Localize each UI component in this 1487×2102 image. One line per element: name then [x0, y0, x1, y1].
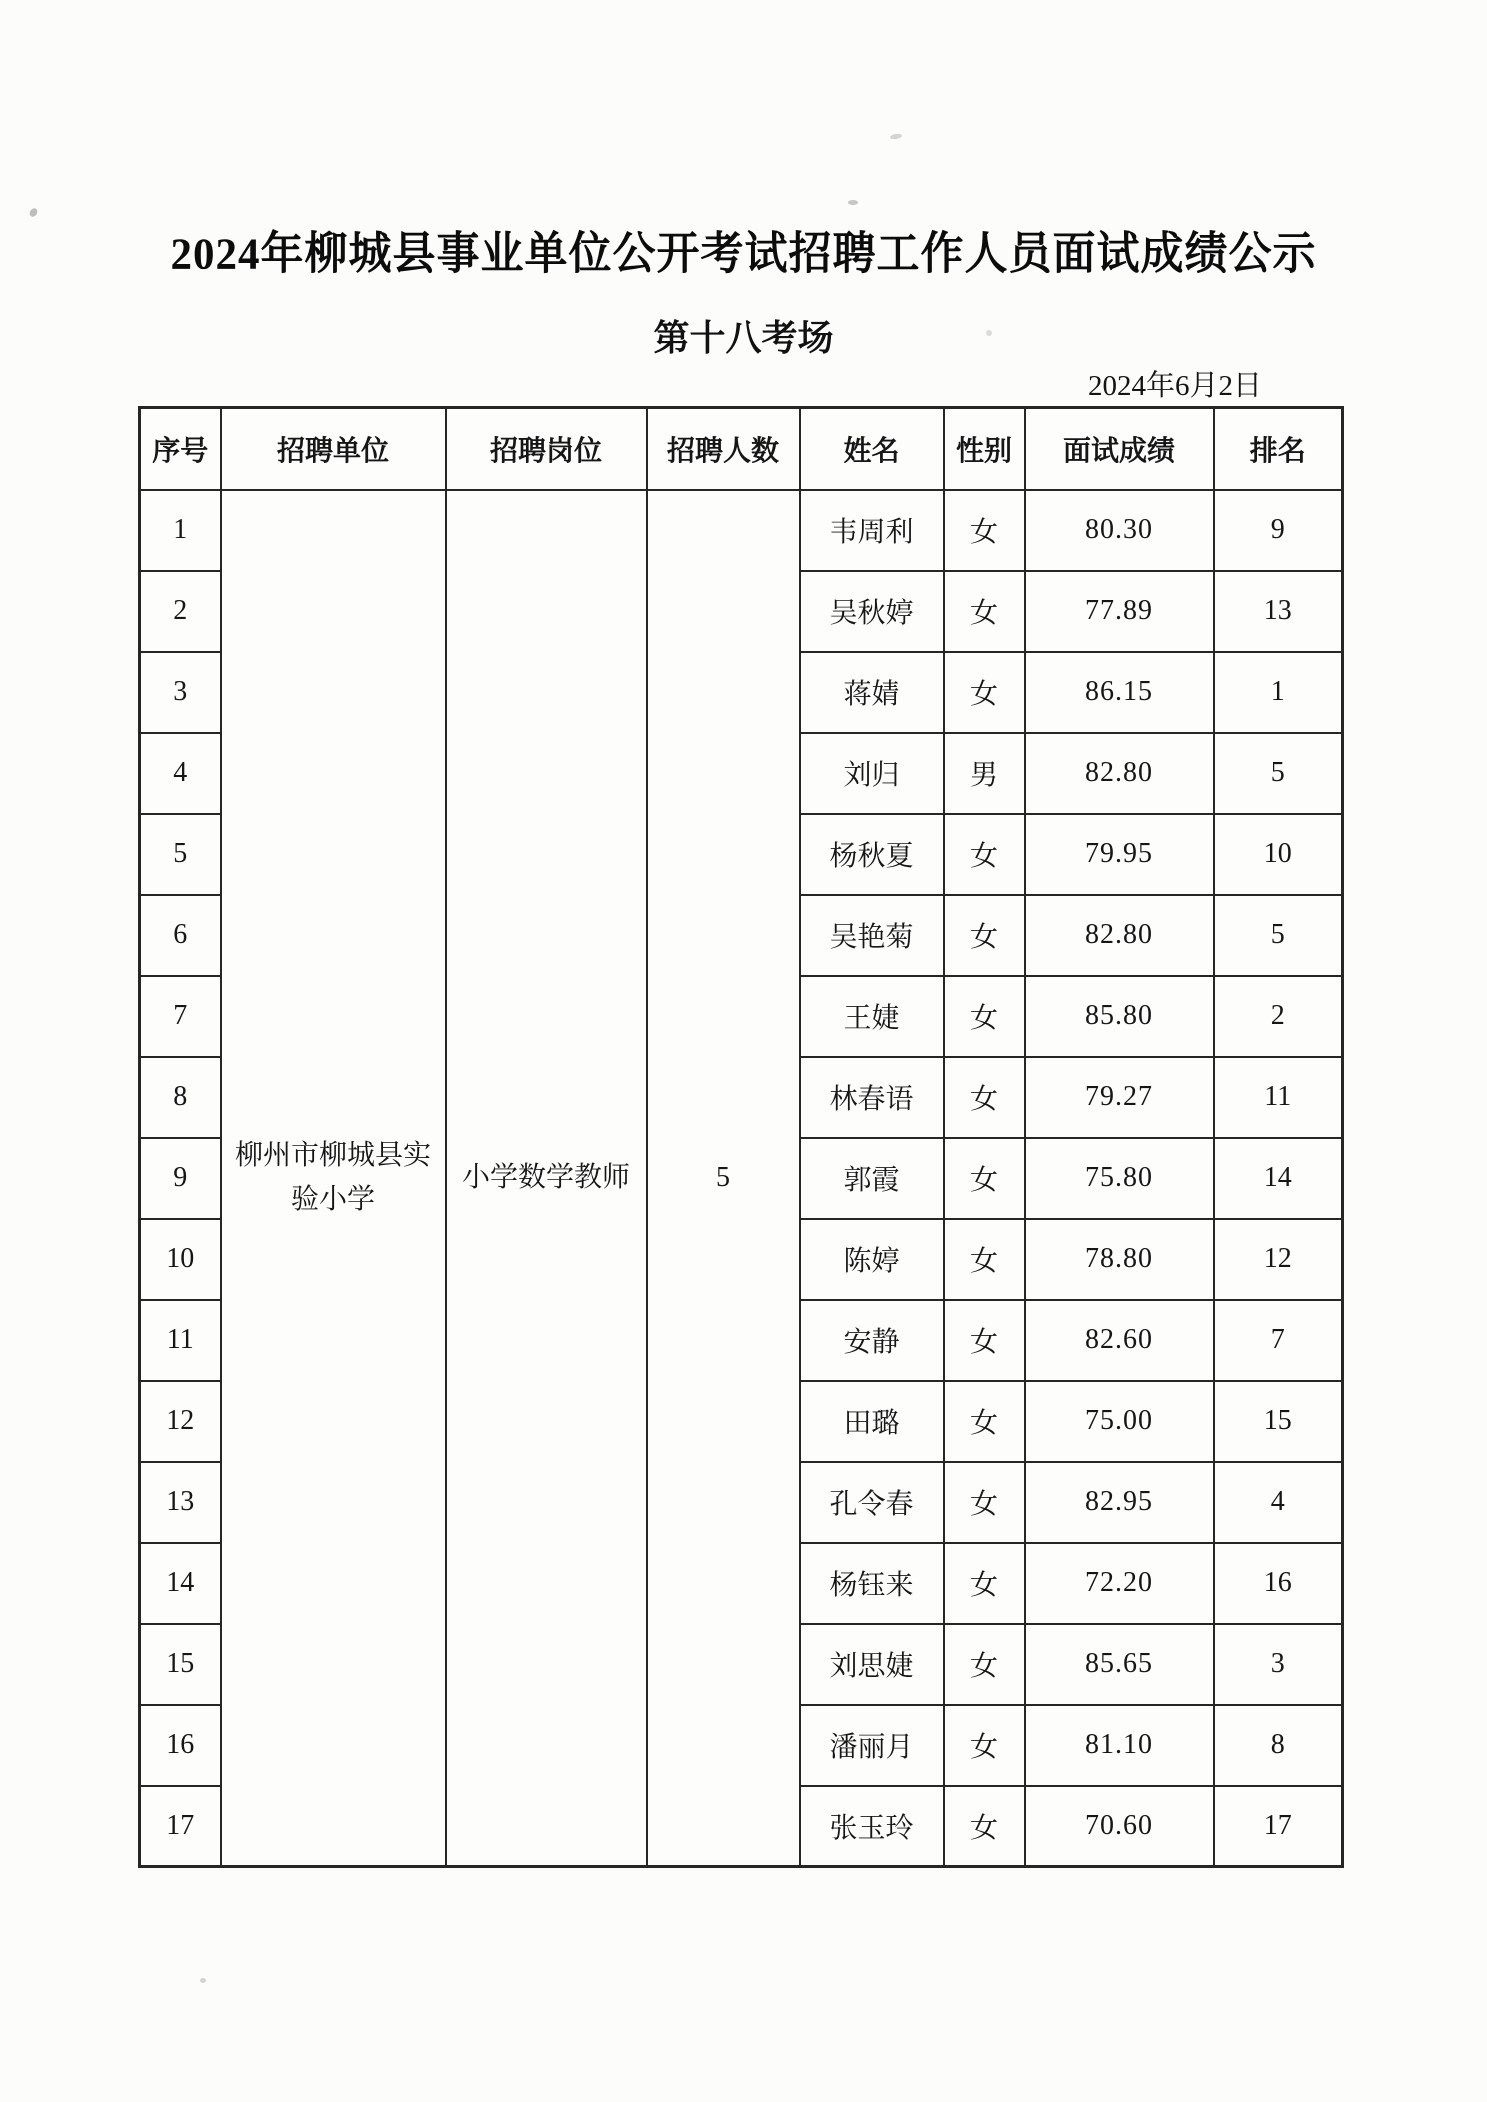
- position-cell: 小学数学教师: [446, 490, 647, 1867]
- serial-number-cell: 13: [140, 1462, 221, 1543]
- serial-number-cell: 8: [140, 1057, 221, 1138]
- candidate-name-cell: 潘丽月: [800, 1705, 944, 1786]
- header-recruiting-unit: 招聘单位: [221, 408, 446, 490]
- rank-cell: 17: [1214, 1786, 1343, 1867]
- interview-score-cell: 81.10: [1025, 1705, 1214, 1786]
- interview-score-cell: 75.80: [1025, 1138, 1214, 1219]
- gender-cell: 女: [944, 976, 1025, 1057]
- interview-score-cell: 79.27: [1025, 1057, 1214, 1138]
- interview-score-cell: 86.15: [1025, 652, 1214, 733]
- serial-number-cell: 3: [140, 652, 221, 733]
- gender-cell: 女: [944, 1057, 1025, 1138]
- interview-score-cell: 80.30: [1025, 490, 1214, 571]
- rank-cell: 9: [1214, 490, 1343, 571]
- interview-score-cell: 75.00: [1025, 1381, 1214, 1462]
- header-rank: 排名: [1214, 408, 1343, 490]
- serial-number-cell: 12: [140, 1381, 221, 1462]
- rank-cell: 3: [1214, 1624, 1343, 1705]
- recruiting-unit-cell: 柳州市柳城县实验小学: [221, 490, 446, 1867]
- serial-number-cell: 7: [140, 976, 221, 1057]
- rank-cell: 12: [1214, 1219, 1343, 1300]
- gender-cell: 女: [944, 1300, 1025, 1381]
- candidate-name-cell: 田璐: [800, 1381, 944, 1462]
- rank-cell: 10: [1214, 814, 1343, 895]
- candidate-name-cell: 陈婷: [800, 1219, 944, 1300]
- serial-number-cell: 9: [140, 1138, 221, 1219]
- gender-cell: 女: [944, 1138, 1025, 1219]
- rank-cell: 5: [1214, 895, 1343, 976]
- rank-cell: 5: [1214, 733, 1343, 814]
- gender-cell: 男: [944, 733, 1025, 814]
- candidate-name-cell: 韦周利: [800, 490, 944, 571]
- serial-number-cell: 2: [140, 571, 221, 652]
- headcount-cell: 5: [647, 490, 800, 1867]
- page-title: 2024年柳城县事业单位公开考试招聘工作人员面试成绩公示: [170, 230, 1317, 280]
- gender-cell: 女: [944, 652, 1025, 733]
- interview-score-cell: 79.95: [1025, 814, 1214, 895]
- exam-room-subtitle: 第十八考场: [653, 318, 834, 358]
- interview-score-table: [138, 406, 1344, 1868]
- rank-cell: 15: [1214, 1381, 1343, 1462]
- serial-number-cell: 14: [140, 1543, 221, 1624]
- header-row: [140, 408, 1343, 490]
- gender-cell: 女: [944, 1786, 1025, 1867]
- header-position: 招聘岗位: [446, 408, 647, 490]
- interview-score-cell: 82.80: [1025, 895, 1214, 976]
- gender-cell: 女: [944, 1624, 1025, 1705]
- rank-cell: 2: [1214, 976, 1343, 1057]
- candidate-name-cell: 林春语: [800, 1057, 944, 1138]
- gender-cell: 女: [944, 1705, 1025, 1786]
- serial-number-cell: 1: [140, 490, 221, 571]
- gender-cell: 女: [944, 1219, 1025, 1300]
- candidate-name-cell: 刘归: [800, 733, 944, 814]
- serial-number-cell: 16: [140, 1705, 221, 1786]
- serial-number-cell: 6: [140, 895, 221, 976]
- scan-artifact: [848, 200, 858, 205]
- header-gender: 性别: [944, 408, 1025, 490]
- candidate-name-cell: 王婕: [800, 976, 944, 1057]
- candidate-name-cell: 郭霞: [800, 1138, 944, 1219]
- interview-score-cell: 82.95: [1025, 1462, 1214, 1543]
- serial-number-cell: 11: [140, 1300, 221, 1381]
- scan-artifact: [28, 207, 39, 218]
- serial-number-cell: 17: [140, 1786, 221, 1867]
- rank-cell: 13: [1214, 571, 1343, 652]
- table-row: [140, 490, 1343, 571]
- candidate-name-cell: 安静: [800, 1300, 944, 1381]
- interview-score-cell: 78.80: [1025, 1219, 1214, 1300]
- candidate-name-cell: 孔令春: [800, 1462, 944, 1543]
- interview-score-cell: 70.60: [1025, 1786, 1214, 1867]
- gender-cell: 女: [944, 1543, 1025, 1624]
- serial-number-cell: 10: [140, 1219, 221, 1300]
- notice-date: 2024年6月2日: [1087, 370, 1262, 402]
- candidate-name-cell: 吴秋婷: [800, 571, 944, 652]
- candidate-name-cell: 杨秋夏: [800, 814, 944, 895]
- gender-cell: 女: [944, 1462, 1025, 1543]
- header-serial-number: 序号: [140, 408, 221, 490]
- interview-score-cell: 85.65: [1025, 1624, 1214, 1705]
- interview-score-cell: 82.80: [1025, 733, 1214, 814]
- gender-cell: 女: [944, 571, 1025, 652]
- serial-number-cell: 15: [140, 1624, 221, 1705]
- gender-cell: 女: [944, 1381, 1025, 1462]
- interview-score-cell: 82.60: [1025, 1300, 1214, 1381]
- candidate-name-cell: 刘思婕: [800, 1624, 944, 1705]
- rank-cell: 7: [1214, 1300, 1343, 1381]
- candidate-name-cell: 吴艳菊: [800, 895, 944, 976]
- gender-cell: 女: [944, 895, 1025, 976]
- gender-cell: 女: [944, 490, 1025, 571]
- header-headcount: 招聘人数: [647, 408, 800, 490]
- rank-cell: 14: [1214, 1138, 1343, 1219]
- candidate-name-cell: 杨钰来: [800, 1543, 944, 1624]
- rank-cell: 16: [1214, 1543, 1343, 1624]
- interview-score-cell: 77.89: [1025, 571, 1214, 652]
- rank-cell: 11: [1214, 1057, 1343, 1138]
- rank-cell: 1: [1214, 652, 1343, 733]
- rank-cell: 4: [1214, 1462, 1343, 1543]
- scan-artifact: [890, 133, 903, 140]
- scan-artifact: [200, 1978, 206, 1983]
- rank-cell: 8: [1214, 1705, 1343, 1786]
- interview-score-cell: 85.80: [1025, 976, 1214, 1057]
- candidate-name-cell: 张玉玲: [800, 1786, 944, 1867]
- serial-number-cell: 4: [140, 733, 221, 814]
- header-name: 姓名: [800, 408, 944, 490]
- candidate-name-cell: 蒋婧: [800, 652, 944, 733]
- serial-number-cell: 5: [140, 814, 221, 895]
- gender-cell: 女: [944, 814, 1025, 895]
- header-interview-score: 面试成绩: [1025, 408, 1214, 490]
- interview-score-cell: 72.20: [1025, 1543, 1214, 1624]
